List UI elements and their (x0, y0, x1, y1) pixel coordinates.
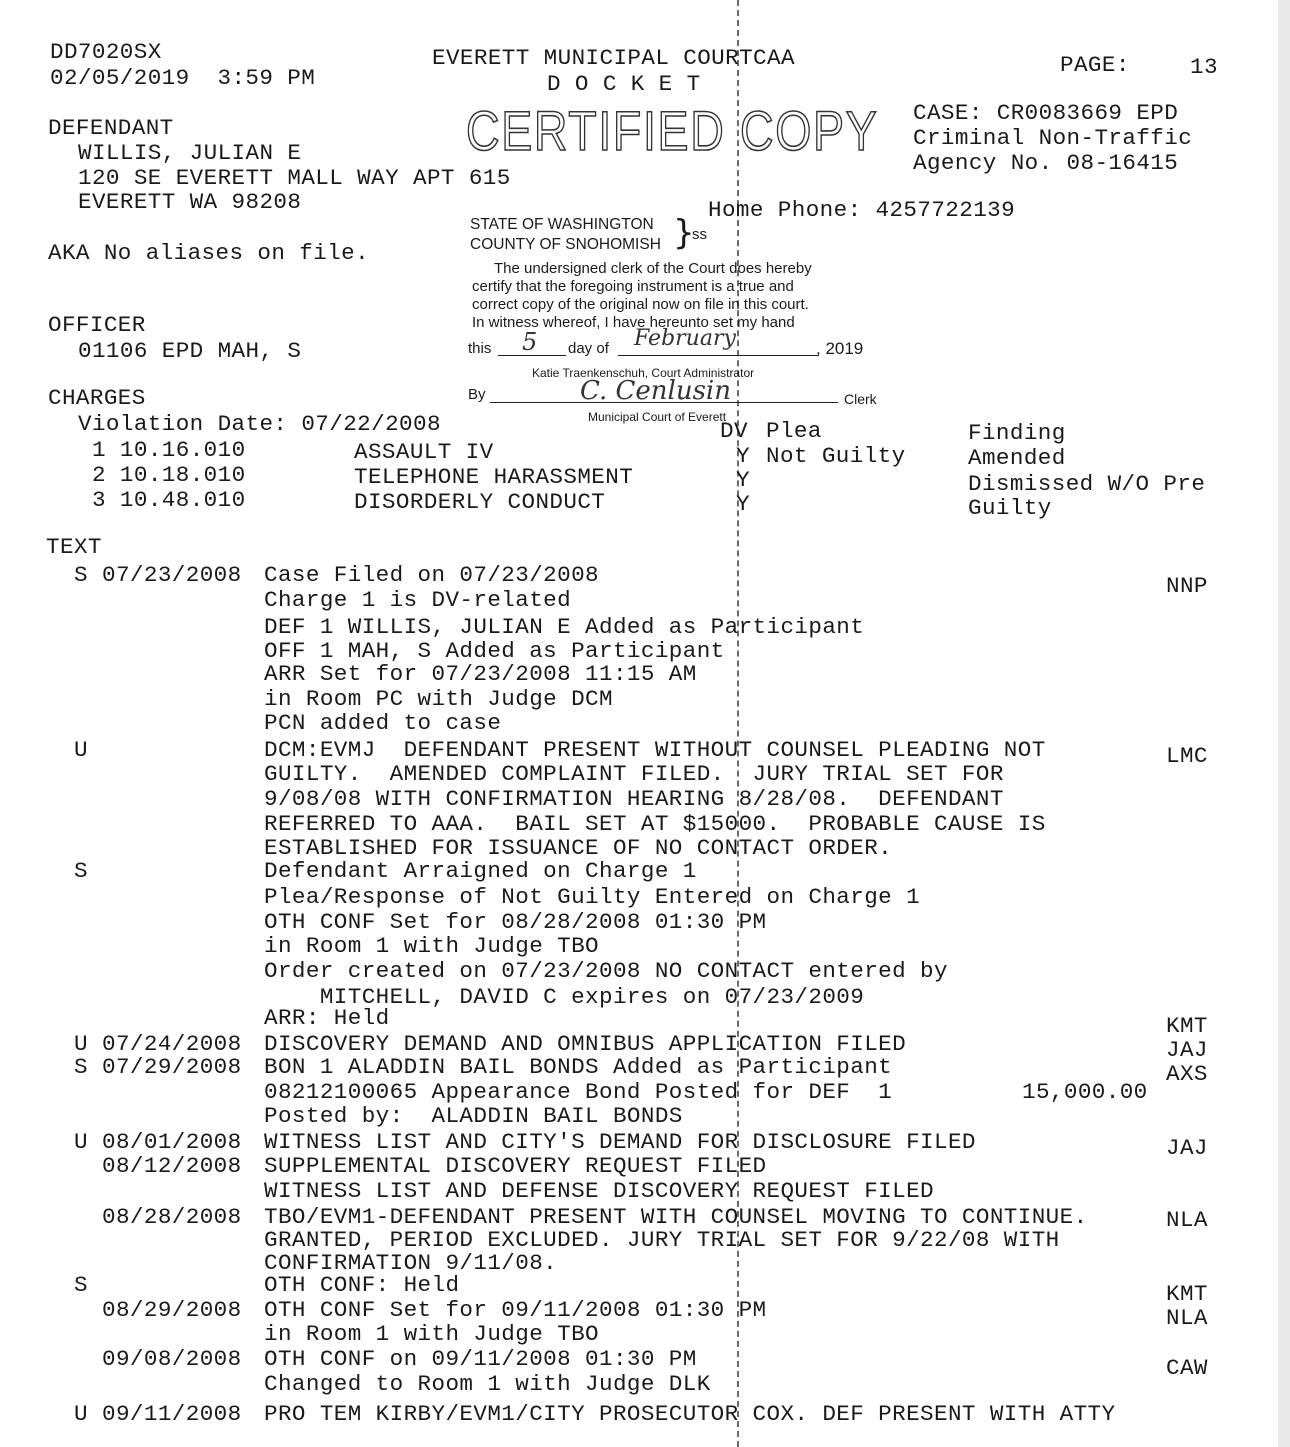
entry-text: DEF 1 WILLIS, JULIAN E Added as Participant (264, 614, 865, 640)
entry-user-code: NLA (1166, 1207, 1208, 1233)
defendant-name: WILLIS, JULIAN E (78, 140, 302, 166)
page-label: PAGE: (1060, 52, 1130, 78)
entry-amount: 15,000.00 (1022, 1079, 1148, 1105)
charge-finding: Dismissed W/O Pre (968, 471, 1206, 497)
cert-administrator: Katie Traenkenschuh, Court Administrator (532, 366, 755, 380)
entry-user-code: KMT (1166, 1013, 1208, 1039)
entry-text: REFERRED TO AAA. BAIL SET AT $15000. PROBABLE CAUSE IS (264, 811, 1046, 837)
entry-flag: S (74, 562, 88, 588)
entry-flag: U (74, 737, 88, 763)
charge-code: 2 10.18.010 (92, 462, 246, 488)
entry-date: 08/28/2008 (102, 1204, 242, 1230)
entry-text: Plea/Response of Not Guilty Entered on Charge 1 (264, 884, 921, 910)
officer-label: OFFICER (48, 312, 146, 338)
case-number: CASE: CR0083669 EPD (913, 100, 1179, 126)
entry-text: Posted by: ALADDIN BAIL BONDS (264, 1103, 683, 1129)
entry-text: Changed to Room 1 with Judge DLK (264, 1371, 711, 1397)
entry-text: OTH CONF Set for 09/11/2008 01:30 PM (264, 1297, 767, 1323)
cert-year: , 2019 (816, 339, 864, 358)
docket-title: D O C K E T (547, 71, 701, 97)
print-datetime: 02/05/2019 3:59 PM (50, 65, 316, 91)
entry-text: Defendant Arraigned on Charge 1 (264, 858, 697, 884)
entry-date: 07/23/2008 (102, 562, 242, 588)
charge-dv: Y (736, 443, 750, 469)
entry-text: DISCOVERY DEMAND AND OMNIBUS APPLICATION FILED (264, 1031, 907, 1057)
entry-date: 08/01/2008 (102, 1129, 242, 1155)
entry-text: in Room 1 with Judge TBO (264, 933, 600, 959)
entry-text: PCN added to case (264, 710, 502, 736)
entry-text: DCM:EVMJ DEFENDANT PRESENT WITHOUT COUNSEL PLEADING NOT (264, 737, 1046, 763)
cert-day-value: 5 (522, 328, 538, 356)
entry-text: ARR: Held (264, 1005, 390, 1031)
entry-text: BON 1 ALADDIN BAIL BONDS Added as Participant (264, 1054, 893, 1080)
entry-text: TBO/EVM1-DEFENDANT PRESENT WITH COUNSEL MOVING TO CONTINUE. (264, 1204, 1088, 1230)
entry-flag: S (74, 1054, 88, 1080)
dv-header: DV (720, 418, 748, 444)
cert-line3: correct copy of the original now on file in this court. (472, 296, 809, 313)
cert-month-value: February (634, 326, 736, 351)
entry-flag: S (74, 858, 88, 884)
cert-signature: C. Cenlusin (580, 376, 731, 406)
entry-text: GUILTY. AMENDED COMPLAINT FILED. JURY TRIAL SET FOR (264, 761, 1004, 787)
cert-line4: In witness whereof, I have hereunto set my hand (472, 314, 795, 331)
cert-state: STATE OF WASHINGTON (470, 216, 654, 233)
charge-code: 3 10.48.010 (92, 487, 246, 513)
entry-date: 09/08/2008 (102, 1346, 242, 1372)
charge-finding: Amended (968, 445, 1066, 471)
entry-text: 08212100065 Appearance Bond Posted for DEF 1 (264, 1079, 893, 1105)
entry-text: GRANTED, PERIOD EXCLUDED. JURY TRIAL SET FOR 9/22/08 WITH (264, 1227, 1060, 1253)
defendant-address-line1: 120 SE EVERETT MALL WAY APT 615 (78, 165, 511, 191)
cert-by: By (468, 386, 486, 403)
charge-description: ASSAULT IV (354, 439, 494, 465)
finding-header: Finding (968, 420, 1066, 446)
entry-user-code: JAJ (1166, 1135, 1208, 1161)
month-underline (618, 355, 818, 356)
entry-text: Charge 1 is DV-related (264, 587, 572, 613)
entry-date: 08/29/2008 (102, 1297, 242, 1323)
entry-text: OTH CONF Set for 08/28/2008 01:30 PM (264, 909, 767, 935)
cert-line2: certify that the foregoing instrument is a true and (472, 278, 794, 295)
aka-line: AKA No aliases on file. (48, 240, 370, 266)
court-name: EVERETT MUNICIPAL COURTCAA (432, 45, 795, 71)
charge-dv: Y (736, 491, 750, 517)
entry-date: 07/24/2008 (102, 1031, 242, 1057)
entry-user-code: KMT (1166, 1281, 1208, 1307)
entry-flag: U (74, 1401, 88, 1427)
plea-header: Plea (766, 418, 822, 444)
charge-plea: Not Guilty (766, 443, 906, 469)
cert-county: COUNTY OF SNOHOMISH (470, 236, 661, 253)
entry-text: SUPPLEMENTAL DISCOVERY REQUEST FILED (264, 1153, 767, 1179)
cert-clerk: Clerk (844, 391, 877, 407)
cert-this: this (468, 340, 492, 357)
entry-text: MITCHELL, DAVID C expires on 07/23/2009 (264, 984, 865, 1010)
entry-text: WITNESS LIST AND DEFENSE DISCOVERY REQUEST FILED (264, 1178, 935, 1204)
officer-value: 01106 EPD MAH, S (78, 338, 302, 364)
entry-user-code: CAW (1166, 1355, 1208, 1381)
charge-code: 1 10.16.010 (92, 437, 246, 463)
form-id: DD7020SX (50, 39, 162, 65)
entry-user-code: NNP (1166, 573, 1208, 599)
entry-date: 09/11/2008 (102, 1401, 242, 1427)
charge-description: DISORDERLY CONDUCT (354, 489, 606, 515)
entry-text: 9/08/08 WITH CONFIRMATION HEARING 8/28/08. DEFENDANT (264, 786, 1004, 812)
certified-copy-stamp: CERTIFIED COPY (466, 99, 879, 162)
entry-user-code: LMC (1166, 743, 1208, 769)
defendant-address-line2: EVERETT WA 98208 (78, 189, 302, 215)
cert-line1: The undersigned clerk of the Court does hereby (494, 260, 812, 277)
case-type: Criminal Non-Traffic (913, 125, 1193, 151)
charges-label: CHARGES (48, 385, 146, 411)
violation-date: Violation Date: 07/22/2008 (78, 411, 441, 437)
defendant-label: DEFENDANT (48, 115, 174, 141)
certification-block (466, 214, 886, 426)
cert-day-of: day of (568, 340, 609, 357)
entry-date: 07/29/2008 (102, 1054, 242, 1080)
home-phone: Home Phone: 4257722139 (708, 197, 1016, 223)
entry-text: Order created on 07/23/2008 NO CONTACT entered by (264, 958, 948, 984)
charge-description: TELEPHONE HARASSMENT (354, 464, 634, 490)
charge-dv: Y (736, 467, 750, 493)
entry-text: in Room 1 with Judge TBO (264, 1321, 600, 1347)
entry-text: Case Filed on 07/23/2008 (264, 562, 600, 588)
cert-court-name: Municipal Court of Everett (588, 410, 727, 424)
entry-text: OTH CONF on 09/11/2008 01:30 PM (264, 1346, 697, 1372)
entry-flag: U (74, 1031, 88, 1057)
entry-text: ARR Set for 07/23/2008 11:15 AM (264, 661, 697, 687)
entry-text: CONFIRMATION 9/11/08. (264, 1250, 558, 1276)
entry-user-code: NLA (1166, 1305, 1208, 1331)
entry-user-code: JAJ (1166, 1037, 1208, 1063)
cert-brace: } (673, 213, 695, 253)
text-label: TEXT (46, 534, 102, 560)
entry-text: OFF 1 MAH, S Added as Participant (264, 638, 725, 664)
entry-text: in Room PC with Judge DCM (264, 686, 613, 712)
entry-text: PRO TEM KIRBY/EVM1/CITY PROSECUTOR COX. DEF PRESENT WITH ATTY (264, 1401, 1116, 1427)
entry-text: OTH CONF: Held (264, 1272, 460, 1298)
agency-number: Agency No. 08-16415 (913, 150, 1179, 176)
page-edge (1278, 0, 1290, 1447)
charge-finding: Guilty (968, 495, 1052, 521)
entry-text: ESTABLISHED FOR ISSUANCE OF NO CONTACT ORDER. (264, 835, 893, 861)
entry-user-code: AXS (1166, 1061, 1208, 1087)
entry-text: WITNESS LIST AND CITY'S DEMAND FOR DISCLOSURE FILED (264, 1129, 976, 1155)
entry-flag: U (74, 1129, 88, 1155)
page-number: 13 (1190, 54, 1218, 80)
entry-flag: S (74, 1272, 88, 1298)
entry-date: 08/12/2008 (102, 1153, 242, 1179)
cert-ss: ss (692, 226, 707, 243)
